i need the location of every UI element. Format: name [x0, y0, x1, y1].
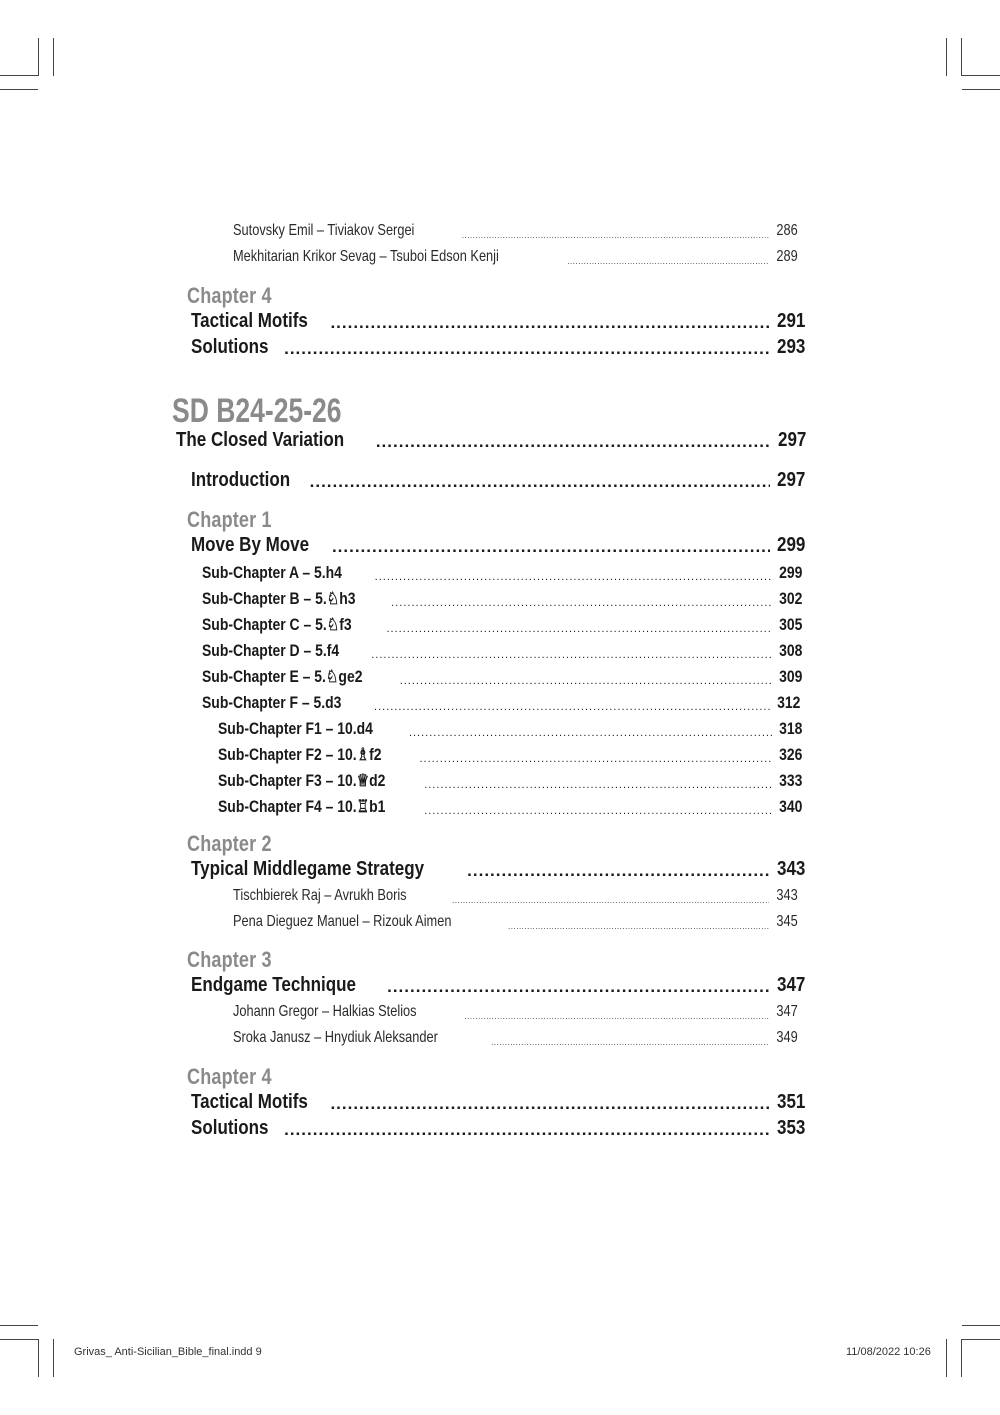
- crop-mark-bottom-right-h: [962, 1325, 1000, 1326]
- leader-dots: [284, 1120, 770, 1140]
- toc-entry-page: 305: [778, 615, 802, 634]
- crop-mark-top-left-h: [0, 89, 38, 90]
- leader-dots: [400, 675, 772, 687]
- chapter-heading: Chapter 3: [187, 947, 272, 972]
- toc-entry-page: 297: [776, 469, 805, 491]
- toc-game-entry[interactable]: [233, 1029, 798, 1047]
- toc-entry-label: Sub-Chapter F2 – 10.♗f2: [218, 745, 382, 764]
- toc-entry-label: Sub-Chapter A – 5.h4: [202, 563, 342, 582]
- toc-entry-label: Sub-Chapter F3 – 10.♕d2: [218, 771, 386, 790]
- toc-subsub-entry[interactable]: [218, 745, 802, 765]
- toc-entry-label: Sub-Chapter F – 5.d3: [202, 693, 342, 712]
- toc-entry-label: Sub-Chapter F1 – 10.d4: [218, 719, 373, 738]
- leader-dots: [452, 896, 769, 905]
- toc-entry-label: Typical Middlegame Strategy: [191, 858, 425, 880]
- leader-dots: [386, 623, 771, 635]
- toc-entry-page: 302: [778, 589, 802, 608]
- toc-entry-label: Mekhitarian Krikor Sevag – Tsuboi Edson Kenji: [233, 248, 499, 265]
- leader-dots: [284, 339, 770, 359]
- toc-entry-label: Pena Dieguez Manuel – Rizouk Aimen: [233, 913, 452, 930]
- toc-entry-page: 326: [778, 745, 802, 764]
- leader-dots: [376, 432, 771, 452]
- crop-mark-bottom-left-h: [0, 1325, 38, 1326]
- leader-dots: [374, 701, 770, 713]
- toc-entry-page: 291: [776, 310, 805, 332]
- toc-entry-label: Tactical Motifs: [191, 310, 308, 332]
- toc-entry-page: 351: [776, 1091, 805, 1113]
- footer-timestamp: 11/08/2022 10:26: [846, 1346, 931, 1358]
- toc-sub-entry[interactable]: [202, 693, 800, 713]
- toc-main-entry[interactable]: [191, 469, 805, 492]
- toc-entry-label: Johann Gregor – Halkias Stelios: [233, 1003, 417, 1020]
- leader-dots: [330, 313, 769, 333]
- toc-entry-label: Sub-Chapter C – 5.♘f3: [202, 615, 352, 634]
- leader-dots: [464, 1012, 769, 1021]
- toc-main-entry[interactable]: [191, 974, 805, 997]
- leader-dots: [310, 472, 770, 492]
- section-title: SD B24-25-26: [172, 392, 342, 430]
- toc-entry-page: 299: [776, 534, 805, 556]
- toc-entry-label: Solutions: [191, 1117, 269, 1139]
- leader-dots: [467, 861, 769, 881]
- crop-mark-bottom-left-v1: [38, 1339, 39, 1377]
- leader-dots: [330, 1094, 769, 1114]
- toc-entry-page: 289: [776, 248, 798, 265]
- toc-main-entry[interactable]: [191, 1091, 805, 1114]
- chapter-heading: Chapter 1: [187, 507, 272, 532]
- toc-entry-page: 349: [776, 1029, 798, 1046]
- toc-main-entry[interactable]: [191, 534, 805, 557]
- toc-entry-page: 308: [778, 641, 802, 660]
- toc-sub-entry[interactable]: [202, 563, 802, 583]
- toc-entry-label: The Closed Variation: [176, 429, 345, 451]
- crop-mark-bottom-right-h2: [962, 1339, 1000, 1340]
- toc-sub-entry[interactable]: [202, 667, 802, 687]
- toc-game-entry[interactable]: [233, 248, 798, 266]
- crop-mark-top-left-v2: [53, 38, 54, 76]
- toc-game-entry[interactable]: [233, 913, 798, 931]
- leader-dots: [491, 1038, 769, 1047]
- leader-dots: [409, 727, 772, 739]
- toc-game-entry[interactable]: [233, 1003, 798, 1021]
- toc-entry-page: 345: [776, 913, 798, 930]
- crop-mark-bottom-right-v1: [946, 1339, 947, 1377]
- chapter-heading: Chapter 2: [187, 831, 272, 856]
- toc-sub-entry[interactable]: [202, 615, 802, 635]
- leader-dots: [332, 537, 770, 557]
- toc-entry-page: 347: [776, 974, 805, 996]
- leader-dots: [371, 649, 771, 661]
- toc-entry-page: 297: [777, 429, 806, 451]
- crop-mark-top-right-h: [962, 89, 1000, 90]
- toc-entry-label: Sub-Chapter F4 – 10.♖b1: [218, 797, 386, 816]
- toc-entry-label: Tactical Motifs: [191, 1091, 308, 1113]
- toc-entry-label: Sub-Chapter B – 5.♘h3: [202, 589, 356, 608]
- crop-mark-top-right-v2: [961, 38, 962, 76]
- toc-sub-entry[interactable]: [202, 589, 802, 609]
- toc-entry-page: 353: [776, 1117, 805, 1139]
- crop-mark-top-left-v1: [38, 38, 39, 76]
- crop-mark-top-left-h2: [0, 75, 38, 76]
- toc-entry-page: 293: [776, 336, 805, 358]
- crop-mark-top-right-h2: [962, 75, 1000, 76]
- crop-mark-bottom-left-h2: [0, 1339, 38, 1340]
- toc-entry-page: 299: [778, 563, 802, 582]
- toc-entry-page: 343: [776, 887, 798, 904]
- leader-dots: [424, 805, 771, 817]
- toc-entry-label: Introduction: [191, 469, 291, 491]
- toc-main-entry[interactable]: [191, 310, 805, 333]
- chapter-heading: Chapter 4: [187, 283, 272, 308]
- toc-entry-label: Solutions: [191, 336, 269, 358]
- toc-entry-label: Tischbierek Raj – Avrukh Boris: [233, 887, 407, 904]
- toc-subsub-entry[interactable]: [218, 797, 802, 817]
- crop-mark-bottom-left-v2: [53, 1339, 54, 1377]
- toc-entry-page: 309: [778, 667, 802, 686]
- toc-entry-label: Sub-Chapter E – 5.♘ge2: [202, 667, 363, 686]
- toc-game-entry[interactable]: [233, 222, 798, 240]
- leader-dots: [508, 922, 769, 931]
- crop-mark-bottom-right-v2: [961, 1339, 962, 1377]
- toc-entry-label: Move By Move: [191, 534, 310, 556]
- toc-section-subtitle[interactable]: [176, 429, 806, 452]
- toc-entry-page: 343: [776, 858, 805, 880]
- toc-main-entry[interactable]: [191, 1117, 805, 1140]
- crop-mark-top-right-v1: [946, 38, 947, 76]
- toc-entry-page: 340: [778, 797, 802, 816]
- toc-entry-page: 286: [776, 222, 798, 239]
- leader-dots: [387, 977, 770, 997]
- toc-entry-label: Endgame Technique: [191, 974, 356, 996]
- leader-dots: [391, 597, 771, 609]
- toc-entry-label: Sroka Janusz – Hnydiuk Aleksander: [233, 1029, 438, 1046]
- toc-main-entry[interactable]: [191, 336, 805, 359]
- toc-entry-page: 333: [778, 771, 802, 790]
- toc-main-entry[interactable]: [191, 858, 805, 881]
- leader-dots: [462, 231, 770, 240]
- leader-dots: [419, 753, 771, 765]
- toc-entry-label: Sutovsky Emil – Tiviakov Sergei: [233, 222, 415, 239]
- leader-dots: [424, 779, 771, 791]
- footer-file-slug: Grivas_ Anti-Sicilian_Bible_final.indd 9: [74, 1346, 262, 1358]
- toc-game-entry[interactable]: [233, 887, 798, 905]
- chapter-heading: Chapter 4: [187, 1064, 272, 1089]
- toc-entry-label: Sub-Chapter D – 5.f4: [202, 641, 340, 660]
- toc-sub-entry[interactable]: [202, 641, 802, 661]
- toc-entry-page: 318: [778, 719, 802, 738]
- toc-subsub-entry[interactable]: [218, 719, 802, 739]
- leader-dots: [375, 571, 772, 583]
- toc-entry-page: 312: [776, 693, 800, 712]
- toc-entry-page: 347: [776, 1003, 798, 1020]
- leader-dots: [567, 257, 769, 266]
- toc-subsub-entry[interactable]: [218, 771, 802, 791]
